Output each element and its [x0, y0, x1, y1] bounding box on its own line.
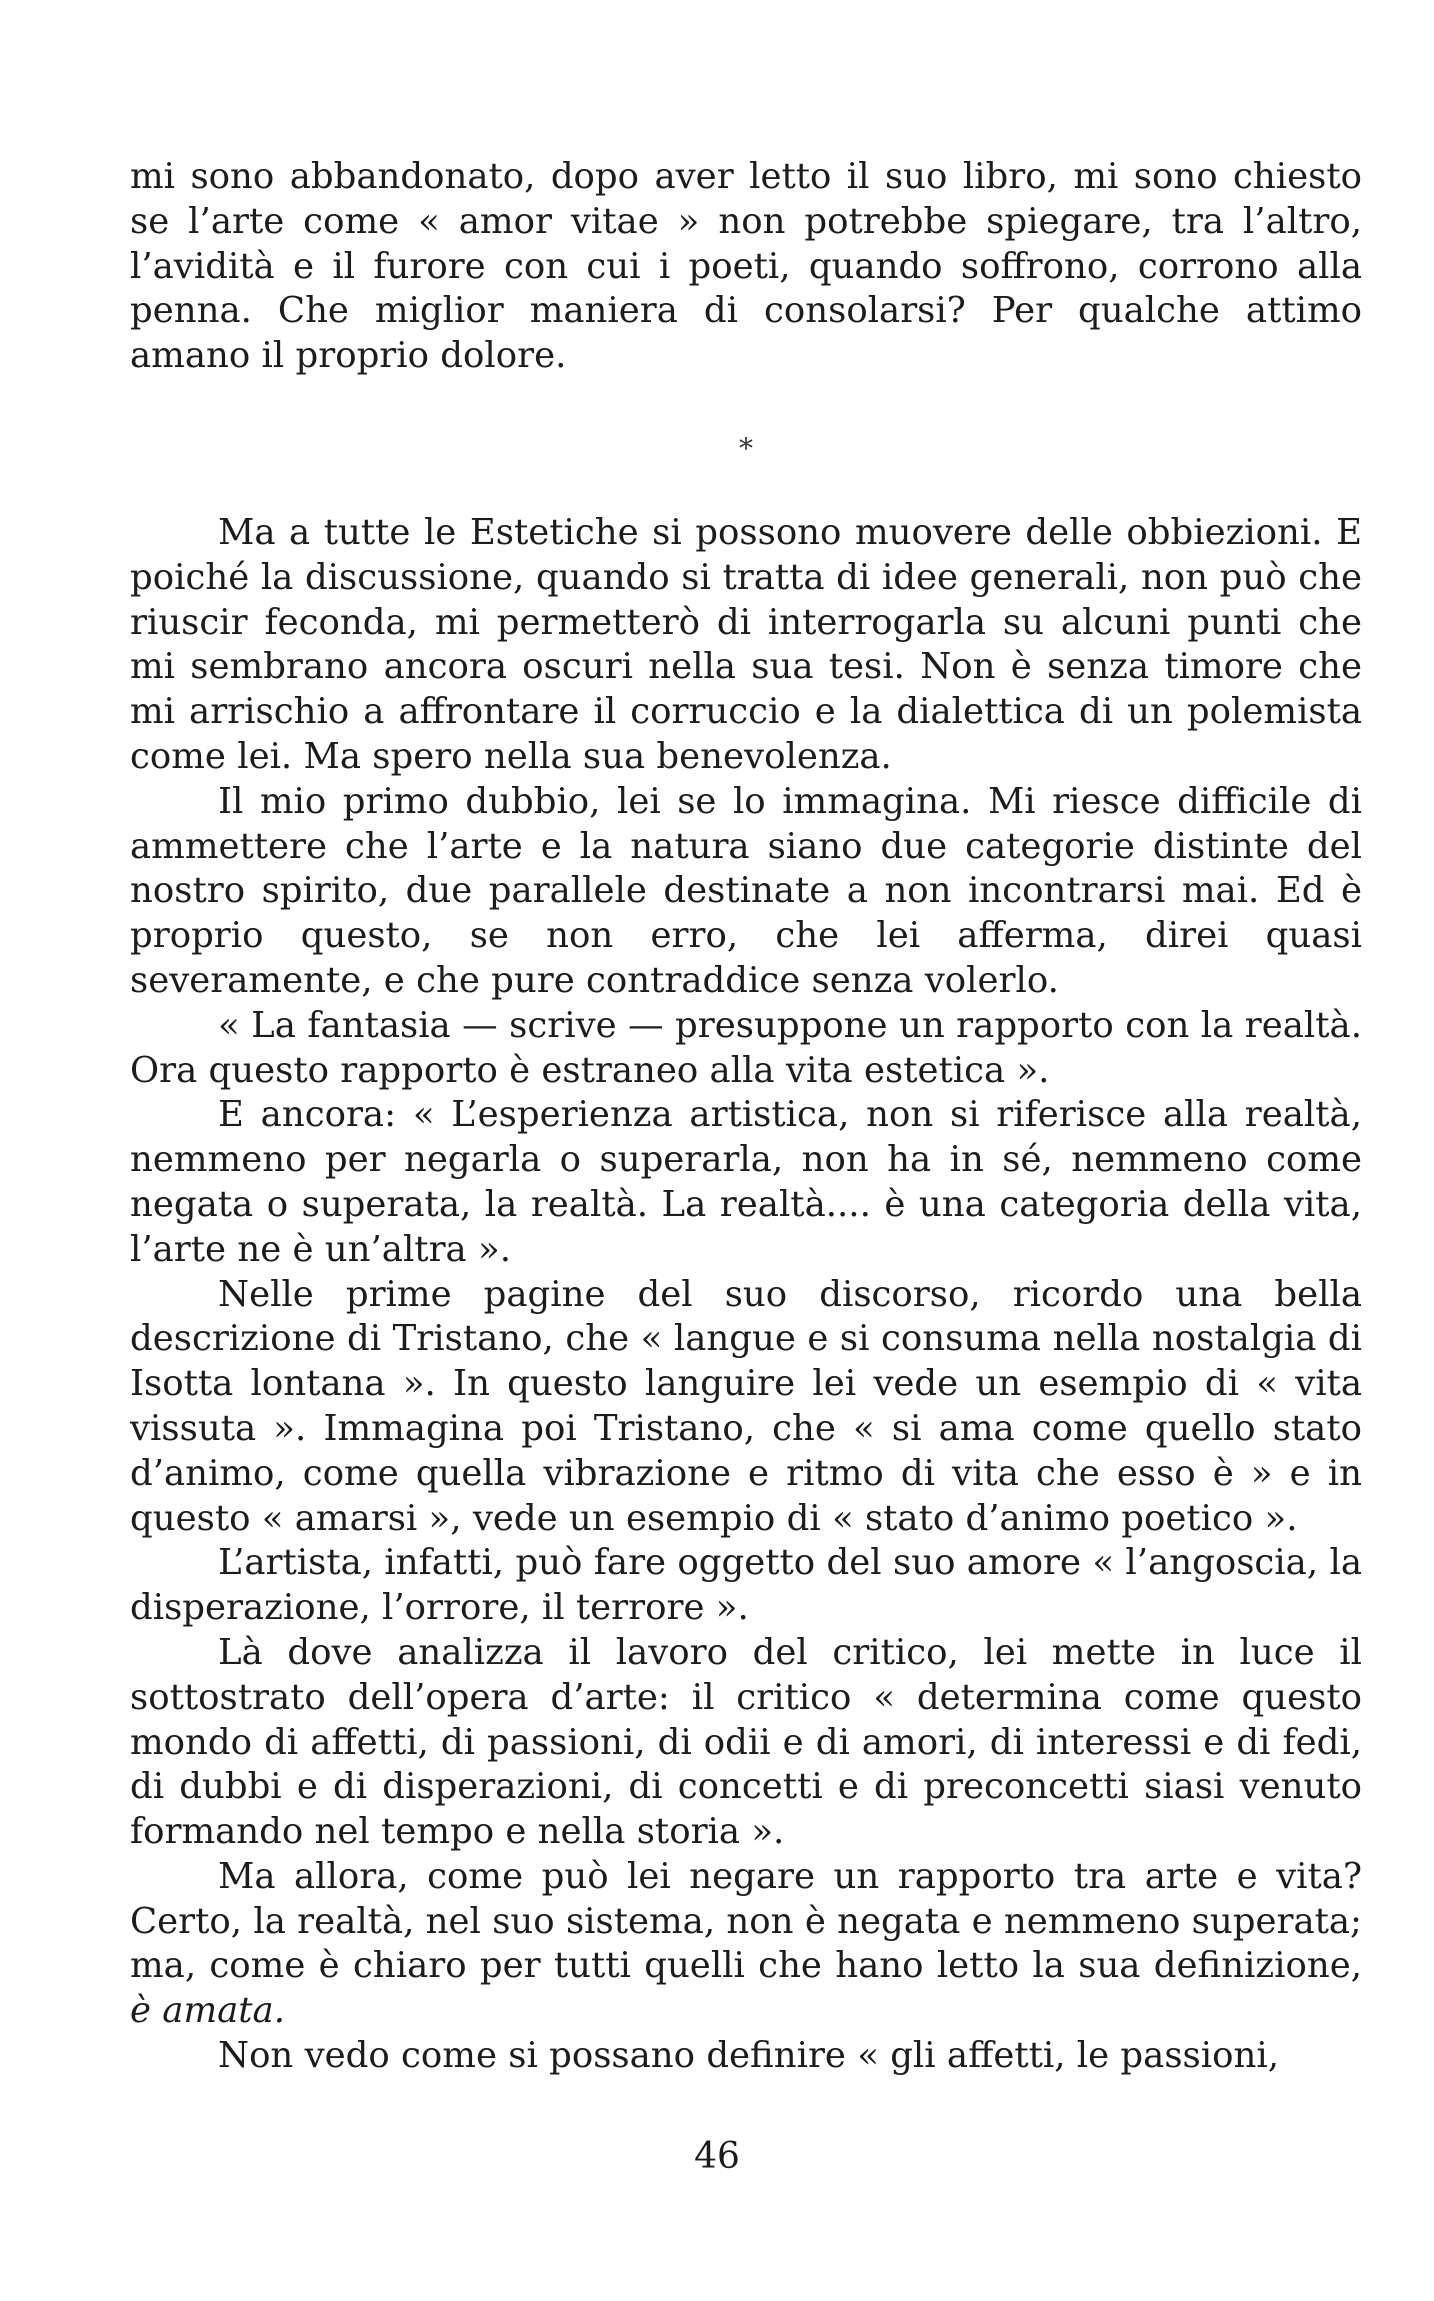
paragraph: Non vedo come si possano definire « gli affetti, le passioni,: [218, 2035, 1279, 2077]
paragraph: Nelle prime pagine del suo discorso, ricordo una bella descrizione di Tristano, che « langue e si consuma nella nostalgia di Isotta lontana ». In questo languire lei vede un esempio di « vita vissuta ». Immagina poi Tristano, che « si ama come quello stato d’animo, come quella vibrazione e ritmo di vita che esso è » e in questo « amarsi », vede un esempio di « stato d’animo poetico ».: [130, 1273, 1362, 1539]
emphasis-text: è amata.: [130, 1990, 286, 2032]
paragraph: E ancora: « L’esperienza artistica, non si riferisce alla realtà, nemmeno per negarla o superarla, non ha in sé, nemmeno come negata o superata, la realtà. La realtà.... è una categoria della vita, l’arte ne è un’altra ».: [130, 1094, 1362, 1270]
paragraph: Ma a tutte le Estetiche si possono muovere delle obbiezioni. E poiché la discussione, quando si tratta di idee generali, non può che riuscir feconda, mi permetterò di interrogarla su alcuni punti che mi sembrano ancora oscuri nella sua tesi. Non è senza timore che mi arrischio a affrontare il corruccio e la dialettica di un polemista come lei. Ma spero nella sua benevolenza.: [130, 511, 1362, 777]
paragraph: [130, 1855, 1362, 2034]
paragraph: L’artista, infatti, può fare oggetto del suo amore « l’angoscia, la disperazione, l’orrore, il terrore ».: [130, 1542, 1362, 1629]
page-number: 46: [694, 2136, 740, 2177]
paragraph: Là dove analizza il lavoro del critico, lei mette in luce il sottostrato dell’opera d’arte: il critico « determina come questo mondo di affetti, di passioni, di odii e di amori, di interessi e di fedi, di dubbi e di disperazioni, di concetti e di preconcetti siasi venuto formando nel tempo e nella storia ».: [130, 1631, 1362, 1853]
section-separator: *: [739, 431, 753, 465]
paragraph: Il mio primo dubbio, lei se lo immagina. Mi riesce difficile di ammettere che l’arte e la natura siano due categorie distinte del nostro spirito, due parallele destinate a non incontrarsi mai. Ed è proprio questo, se non erro, che lei afferma, direi quasi severamente, e che pure contraddice senza volerlo.: [130, 780, 1362, 1001]
body-text: [130, 155, 1362, 2079]
paragraph-text: Ma allora, come può lei negare un rapporto tra arte e vita? Certo, la realtà, nel suo sistema, non è negata e nemmeno superata; ma, come è chiaro per tutti quelli che hano letto la sua definizione,: [130, 1855, 1362, 1987]
paragraph: « La fantasia — scrive — presuppone un rapporto con la realtà. Ora questo rapporto è estraneo alla vita estetica ».: [130, 1004, 1362, 1091]
paragraph: mi sono abbandonato, dopo aver letto il suo libro, mi sono chiesto se l’arte come « amor vitae » non potrebbe spiegare, tra l’altro, l’avidità e il furore con cui i poeti, quando soffrono, corrono alla penna. Che miglior maniera di consolarsi? Per qualche attimo amano il proprio dolore.: [130, 156, 1362, 377]
